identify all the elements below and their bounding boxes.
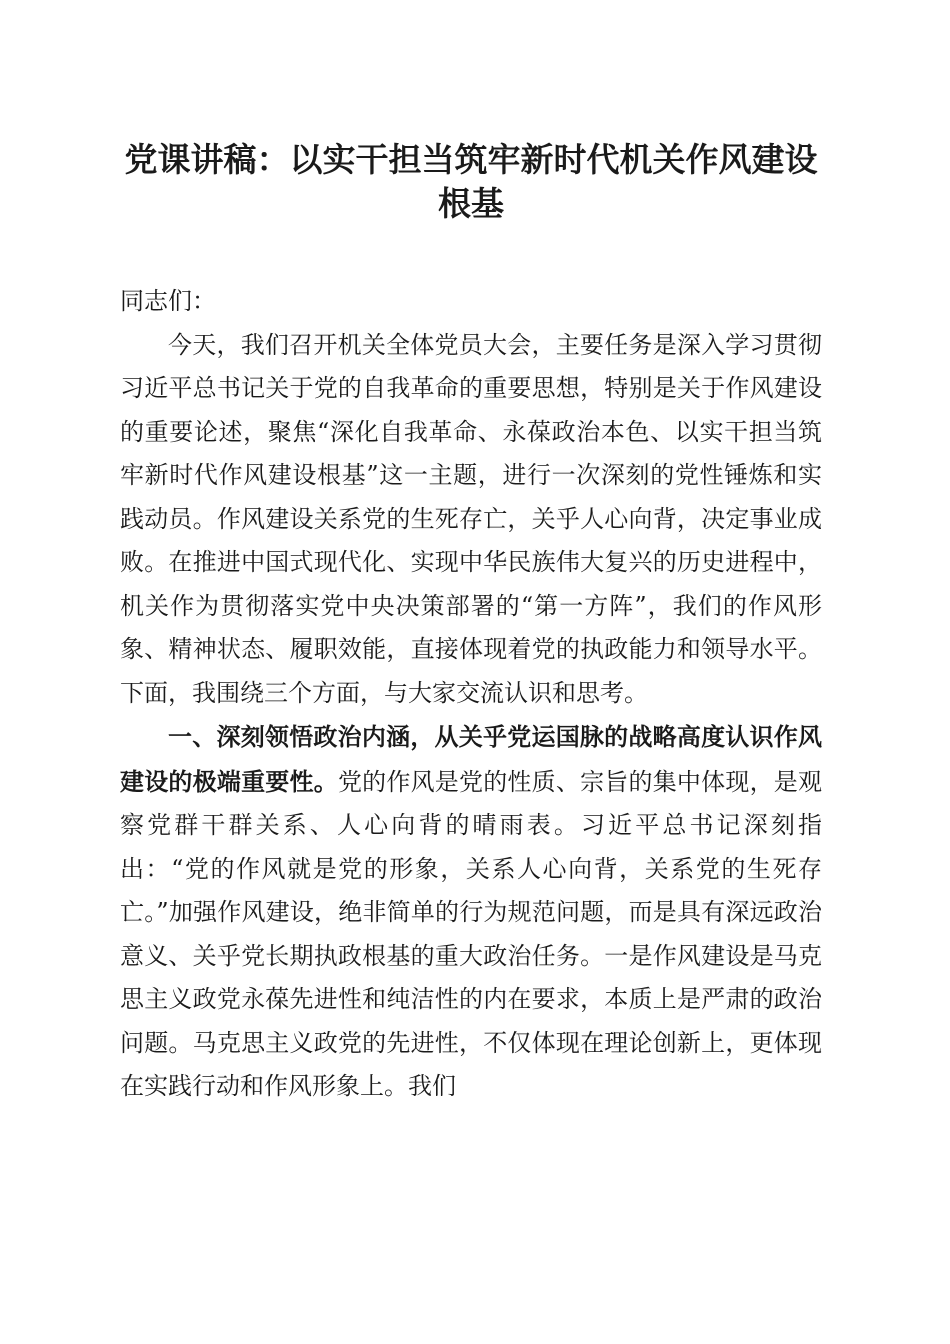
- document-body: [120, 280, 822, 1109]
- section-1-paragraph: [120, 715, 822, 1109]
- document-title: 党课讲稿：以实干担当筑牢新时代机关作风建设根基: [124, 140, 818, 223]
- section-1-body: 党的作风是党的性质、宗旨的集中体现，是观察党群干群关系、人心向背的晴雨表。习近平总书记深刻指出：“党的作风就是党的形象，关系人心向背，关系党的生死存亡。”加强作风建设，绝非简单的行为规范问题，而是具有深远政治意义、关乎党长期执政根基的重大政治任务。一是作风建设是马克思主义政党永葆先进性和纯洁性的内在要求，本质上是严肃的政治问题。马克思主义政党的先进性，不仅体现在理论创新上，更体现在实践行动和作风形象上。我们: [120, 767, 823, 1100]
- salutation: 同志们：: [120, 287, 216, 315]
- intro-paragraph: 今天，我们召开机关全体党员大会，主要任务是深入学习贯彻习近平总书记关于党的自我革命的重要思想，特别是关于作风建设的重要论述，聚焦“深化自我革命、永葆政治本色、以实干担当筑牢新时代作风建设根基”这一主题，进行一次深刻的党性锤炼和实践动员。作风建设关系党的生死存亡，关乎人心向背，决定事业成败。在推进中国式现代化、实现中华民族伟大复兴的历史进程中，机关作为贯彻落实党中央决策部署的“第一方阵”，我们的作风形象、精神状态、履职效能，直接体现着党的执政能力和领导水平。下面，我围绕三个方面，与大家交流认识和思考。: [120, 330, 822, 707]
- section-1-heading: 一、深刻领悟政治内涵，从关乎党运国脉的战略高度认识作风建设的极端重要性。: [120, 722, 822, 796]
